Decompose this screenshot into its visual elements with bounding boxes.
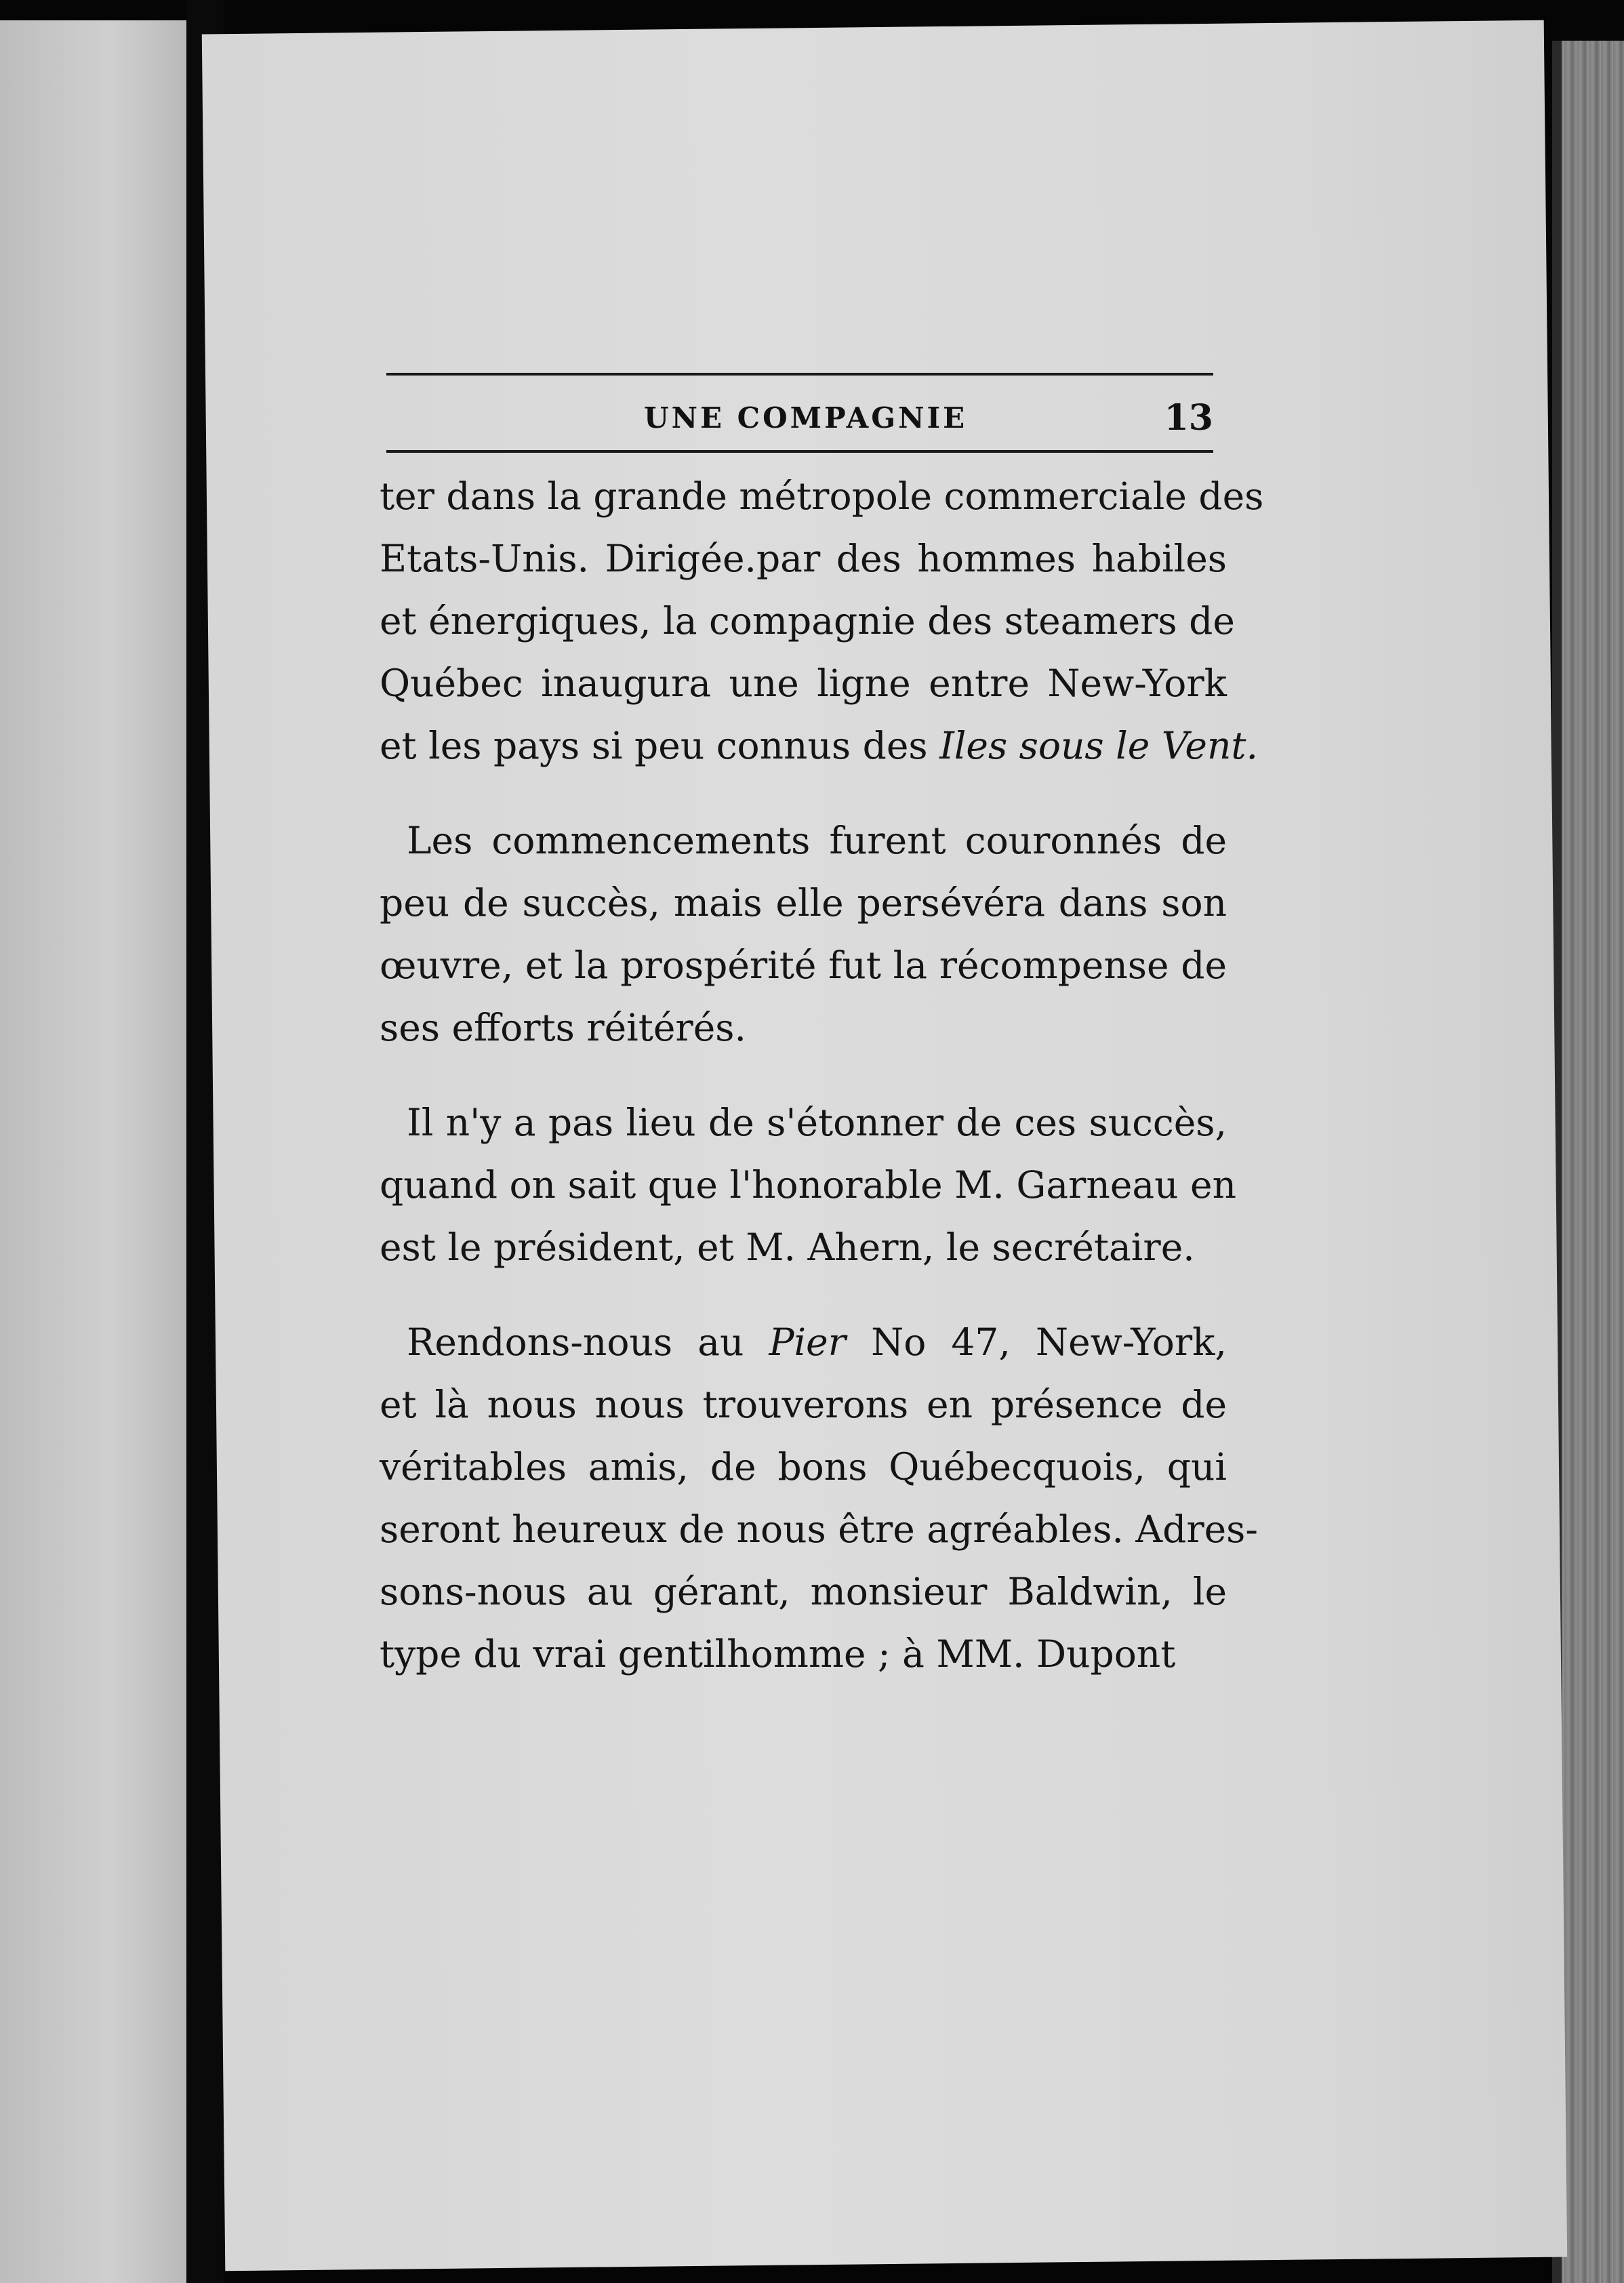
text-line: Il n'y a pas lieu de s'étonner de ces succès, [407,1101,1227,1144]
text-line: Rendons-nous au Pier No 47, New-York, [407,1320,1227,1364]
paragraph [380,809,1227,1059]
text-line: véritables amis, de bons Québecquois, qui [380,1445,1227,1489]
text-line: et les pays si peu connus des Iles sous le Vent. [380,724,1258,767]
running-header [386,376,1213,450]
text-line: et là nous nous trouverons en présence de [380,1383,1227,1426]
text-line: type du vrai gentilhomme ; à MM. Dupont [380,1632,1176,1676]
page-number: 13 [1164,397,1213,439]
text-line: seront heureux de nous être agréables. Adres- [380,1508,1258,1551]
running-title: UNE COMPAGNIE [644,401,968,435]
italic-text: Pier [769,1320,846,1364]
page-content [190,373,1264,1718]
header-rule-bottom [386,450,1213,453]
text-line: Québec inaugura une ligne entre New-York [380,662,1227,705]
text-line: Les commencements furent couronnés de [407,819,1227,862]
facing-page-edge [0,20,186,2283]
paragraph [380,1311,1258,1685]
italic-text: Iles sous le Vent. [939,724,1258,767]
paragraph [380,1091,1237,1278]
text-line: quand on sait que l'honorable M. Garneau en [380,1163,1237,1207]
text-line: Etats-Unis. Dirigée.par des hommes habiles [380,537,1227,580]
text-line: œuvre, et la prospérité fut la récompense de [380,944,1227,987]
text-line: est le président, et M. Ahern, le secrétaire. [380,1226,1195,1269]
text-line: sons-nous au gérant, monsieur Baldwin, le [380,1570,1227,1613]
body-text [380,465,1264,1685]
text-line: ses efforts réitérés. [380,1006,746,1049]
text-line: peu de succès, mais elle persévéra dans son [380,881,1227,925]
text-line: ter dans la grande métropole commerciale des [380,474,1264,518]
text-line: et énergiques, la compagnie des steamers de [380,599,1235,643]
paragraph [380,465,1264,777]
